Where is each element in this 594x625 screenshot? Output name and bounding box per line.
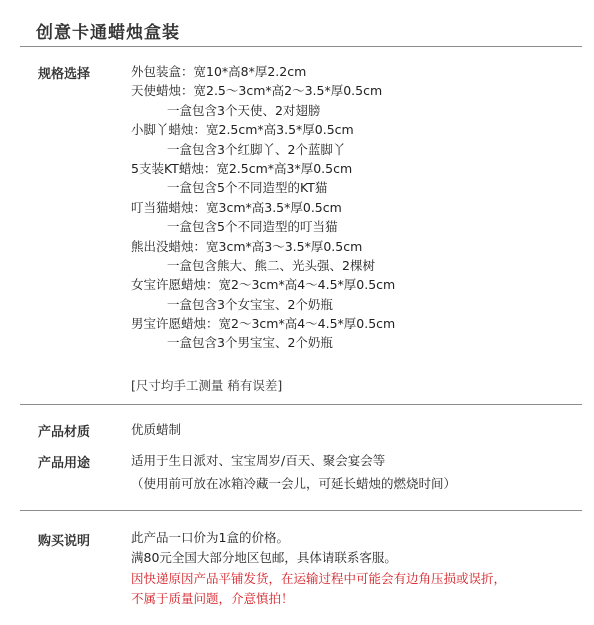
page-title: 创意卡通蜡烛盒装 <box>36 23 180 43</box>
warning-line: 不属于质量问题，介意慎拍！ <box>131 590 294 606</box>
shipping-note: 满80元全国大部分地区包邮，具体请联系客服。 <box>131 550 397 566</box>
spec-item: 外包装盒：宽10*高8*厚2.2cm <box>131 64 307 79</box>
spec-item: 小脚丫蜡烛：宽2.5cm*高3.5*厚0.5cm <box>131 122 354 138</box>
spec-item: 天使蜡烛：宽2.5～3cm*高2～3.5*厚0.5cm <box>131 83 383 99</box>
purchase-label: 购买说明 <box>38 534 91 549</box>
divider <box>20 46 582 47</box>
spec-item: 5支装KT蜡烛：宽2.5cm*高3*厚0.5cm <box>131 160 353 176</box>
spec-item: 叮当猫蜡烛：宽3cm*高3.5*厚0.5cm <box>131 199 342 215</box>
purchase-notes <box>131 528 506 609</box>
usage-label: 产品用途 <box>38 456 91 471</box>
spec-item: 男宝许愿蜡烛：宽2～3cm*高4～4.5*厚0.5cm <box>131 316 396 332</box>
spec-detail: 一盒包含3个男宝宝、2个奶瓶 <box>167 335 333 351</box>
usage-tip: （使用前可放在冰箱冷藏一会儿，可延长蜡烛的燃烧时间） <box>131 476 457 491</box>
spec-list <box>131 62 395 353</box>
spec-item: 熊出没蜡烛：宽3cm*高3～3.5*厚0.5cm <box>131 238 363 254</box>
material-label: 产品材质 <box>38 425 91 440</box>
divider <box>20 404 582 405</box>
spec-item: 女宝许愿蜡烛：宽2～3cm*高4～4.5*厚0.5cm <box>131 277 396 293</box>
price-note: 此产品一口价为1盒的价格。 <box>131 530 289 545</box>
spec-detail: 一盒包含5个不同造型的叮当猫 <box>167 219 338 235</box>
spec-detail: 一盒包含熊大、熊二、光头强、2棵树 <box>167 257 375 273</box>
spec-detail: 一盒包含3个天使、2对翅膀 <box>167 102 321 118</box>
divider <box>20 510 582 511</box>
warning-line: 因快递原因产品平铺发货，在运输过程中可能会有边角压损或误折， <box>131 570 507 586</box>
material-value: 优质蜡制 <box>131 422 182 437</box>
spec-detail: 一盒包含3个红脚丫、2个蓝脚丫 <box>167 141 346 157</box>
spec-detail: 一盒包含3个女宝宝、2个奶瓶 <box>167 296 333 312</box>
spec-detail: 一盒包含5个不同造型的KT猫 <box>167 180 328 196</box>
spec-label: 规格选择 <box>38 67 91 82</box>
usage-value: 适用于生日派对、宝宝周岁/百天、聚会宴会等 <box>131 453 386 468</box>
measure-note: [尺寸均手工测量 稍有误差] <box>131 378 283 393</box>
